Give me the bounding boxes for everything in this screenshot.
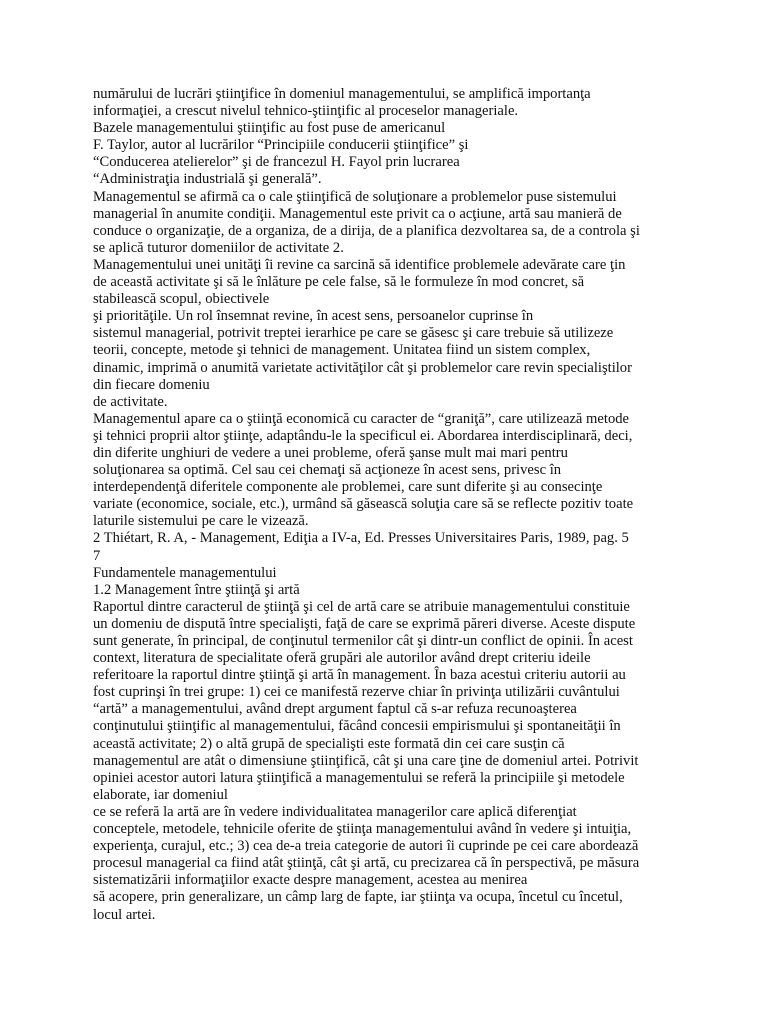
text-line: din diferite unghiuri de vedere a unei probleme, oferă şanse mult mai mari pentru [93,444,568,461]
text-line: Bazele managementului ştiinţific au fost puse de americanul [93,120,446,137]
text-line: locul artei. [93,906,156,923]
text-line: referitoare la raportul dintre ştiinţă şi artă în management. În baza acestui criteriu autorii au [93,667,626,684]
text-line: sistemul managerial, potrivit treptei ierarhice pe care se găsesc şi care trebuie să utilizeze [93,325,614,342]
text-line: 2 Thiétart, R. A, - Management, Ediţia a IV-a, Ed. Presses Universitaires Paris, 1989, pag. 5 [93,530,629,547]
text-line: procesul managerial ca fiind atât ştiinţă, cât şi artă, cu precizarea că în perspectivă, pe măsura [93,855,640,872]
text-line: să acopere, prin generalizare, un câmp larg de fapte, iar ştiinţa va ocupa, încetul cu încetul, [93,889,623,906]
text-line: “artă” a managementului, având drept argument faptul că s-ar refuza recunoaşterea [93,701,577,718]
text-line: această activitate; 2) o altă grupă de specialişti este formată din cei care susţin că [93,735,565,752]
text-line: dinamic, imprimă o anumită varietate activităţilor cât şi problemelor care revin specialiştilor [93,359,632,376]
text-line: 1.2 Management între ştiinţă şi artă [93,581,300,598]
text-line: Fundamentele managementului [93,564,277,581]
text-line: experienţa, curajul, etc.; 3) cea de-a treia categorie de autori îi cuprinde pe cei care abordează [93,838,639,855]
text-line: 7 [93,547,101,564]
text-line: conduce o organizaţie, de a organiza, de a dirija, de a planifica dezvoltarea sa, de a controla şi [93,222,640,239]
text-line: conceptele, metodele, tehnicile oferite de ştiinţa managementului având în vedere şi intuiţia, [93,821,632,838]
text-line: teorii, concepte, metode şi tehnici de management. Unitatea fiind un sistem complex, [93,342,591,359]
text-line: variate (economice, sociale, etc.), urmând să găsească soluţia care să se reflecte pozitiv toate [93,496,634,513]
text-line: managementul are atât o dimensiune ştiinţifică, cât şi una care ţine de domeniul artei. Potrivit [93,752,639,769]
text-line: sistematizării informaţiilor exacte despre management, acestea au menirea [93,872,528,889]
text-line: “Conducerea atelierelor” şi de francezul H. Fayol prin lucrarea [93,154,460,171]
text-line: elaborate, iar domeniul [93,786,228,803]
text-line: Managementul se afirmă ca o cale ştiinţifică de soluţionare a problemelor puse sistemului [93,188,617,205]
text-line: sunt generate, în principal, de conţinutul termenilor cât şi dintr-un conflict de opinii. În acest [93,633,633,649]
text-line: ce se referă la artă are în vedere individualitatea managerilor care aplică diferenţiat [93,803,577,820]
text-line: şi priorităţile. Un rol însemnat revine, în acest sens, persoanelor cuprinse în [93,308,534,325]
text-line: F. Taylor, autor al lucrărilor “Principiile conducerii ştiinţifice” şi [93,137,469,154]
text-line: opiniei acestor autori latura ştiinţifică a managementului se referă la principiile şi metodele [93,769,625,786]
text-line: din fiecare domeniu [93,376,210,393]
document-body [93,86,678,924]
text-line: se aplică tuturor domeniilor de activitate 2. [93,239,344,256]
text-line: fost cuprinşi în trei grupe: 1) cei ce manifestă rezerve chiar în privinţa utilizării cuvântului [93,684,620,701]
text-line: de această activitate şi să le înlăture pe cele false, să le formuleze în mod concret, să [93,274,585,291]
text-line: Raportul dintre caracterul de ştiinţă şi cel de artă care se atribuie managementului constituie [93,598,630,615]
text-line: numărului de lucrări ştiinţifice în domeniul managementului, se amplifică importanţa [93,86,591,102]
text-line: un domeniu de dispută între specialişti, faţă de care se exprimă păreri diverse. Aceste dispute [93,615,636,632]
text-line: context, literatura de specialitate oferă grupări ale autorilor având drept criteriu ideile [93,650,591,667]
text-line: conţinutului ştiinţific al managementului, făcând concesii empirismului şi spontaneităţii în [93,718,621,735]
text-line: soluţionarea sa optimă. Cel sau cei chemaţi să acţioneze în acest sens, privesc în [93,462,562,479]
text-line: Managementul apare ca o ştiinţă economică cu caracter de “graniţă”, care utilizează metode [93,410,630,427]
text-line: şi tehnici proprii altor ştiinţe, adaptându-le la specificul ei. Abordarea interdisciplinară, deci, [93,427,633,444]
text-line: “Administraţia industrială şi generală”. [93,171,322,188]
text-line: de activitate. [93,393,168,410]
text-line: informaţiei, a crescut nivelul tehnico-ştiinţific al proceselor manageriale. [93,103,519,120]
text-line: stabilească scopul, obiectivele [93,291,270,308]
text-line: Managementului unei unităţi îi revine ca sarcină să identifice problemele adevărate care ţin [93,256,626,273]
text-line: laturile sistemului pe care le vizează. [93,513,309,530]
text-line: managerial în anumite condiţii. Managementul este privit ca o acţiune, artă sau manieră de [93,205,622,222]
text-line: interdependenţă diferitele componente ale problemei, care sunt diferite şi au consecinţe [93,479,603,496]
